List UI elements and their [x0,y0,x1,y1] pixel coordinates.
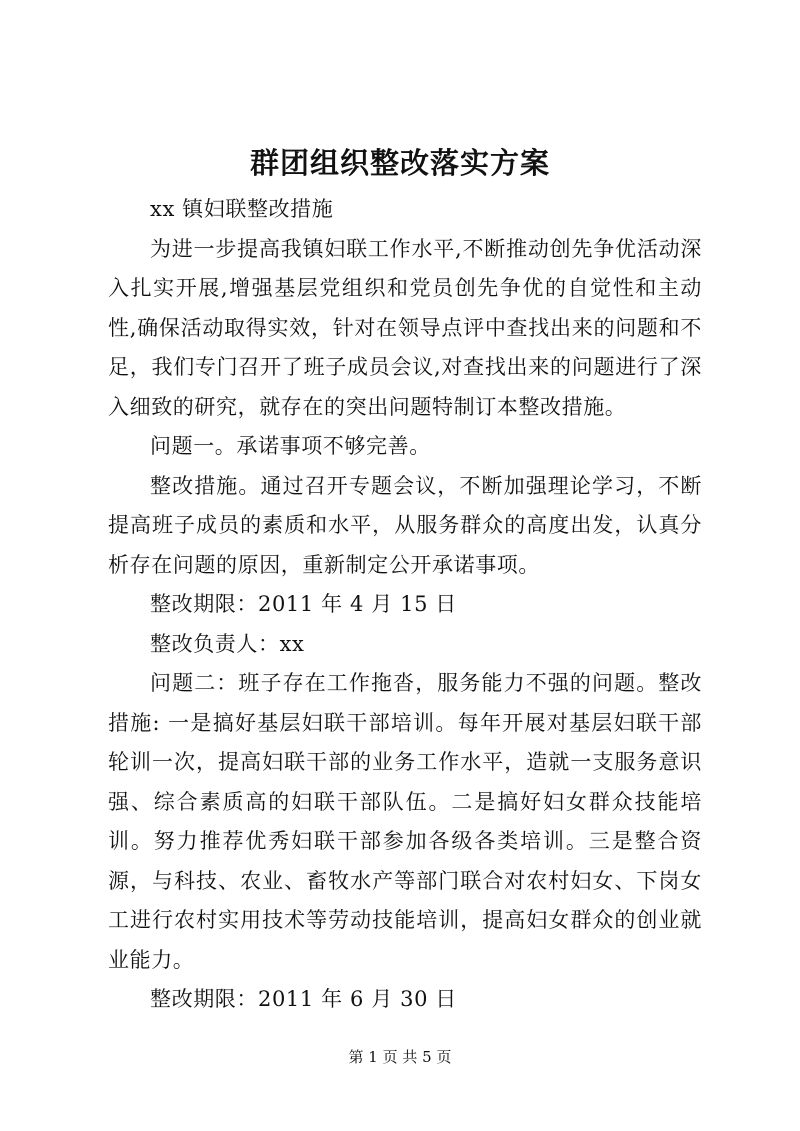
paragraph-intro: 为进一步提高我镇妇联工作水平,不断推动创先争优活动深入扎实开展,增强基层党组织和党员创先争优的自觉性和主动性,确保活动取得实效，针对在领导点评中查找出来的问题和不足，我们专门召开了班子成员会议,对查找出来的问题进行了深入细致的研究，就存在的突出问题特制订本整改措施。 [108,236,702,419]
paragraph-issue-two: 问题二：班子存在工作拖沓，服务能力不强的问题。整改措施: 一是搞好基层妇联干部培训。每年开展对基层妇联干部轮训一次，提高妇联干部的业务工作水平，造就一支服务意识强、综合素质高的妇联干部队伍。二是搞好妇女群众技能培训。努力推荐优秀妇联干部参加各级各类培训。三是整合资源，与科技、农业、畜牧水产等部门联合对农村妇女、下岗女工进行农村实用技术等劳动技能培训，提高妇女群众的创业就业能力。 [108,671,702,972]
paragraph-deadline-one: 整改期限：2011 年 4 月 15 日 [150,592,457,616]
paragraph-deadline-two: 整改期限：2011 年 6 月 30 日 [150,987,457,1011]
page-number-footer: 第 1 页 共 5 页 [348,1048,452,1066]
document-body [108,190,702,1020]
paragraph-measures-one: 整改措施。通过召开专题会议，不断加强理论学习，不断提高班子成员的素质和水平，从服务群众的高度出发，认真分析存在问题的原因，重新制定公开承诺事项。 [108,473,702,577]
paragraph-subtitle: xx 镇妇联整改措施 [150,197,334,221]
paragraph-issue-one: 问题一。承诺事项不够完善。 [150,434,431,458]
paragraph-responsible-person: 整改负责人：xx [150,631,305,656]
document-title: 群团组织整改落实方案 [249,146,550,180]
